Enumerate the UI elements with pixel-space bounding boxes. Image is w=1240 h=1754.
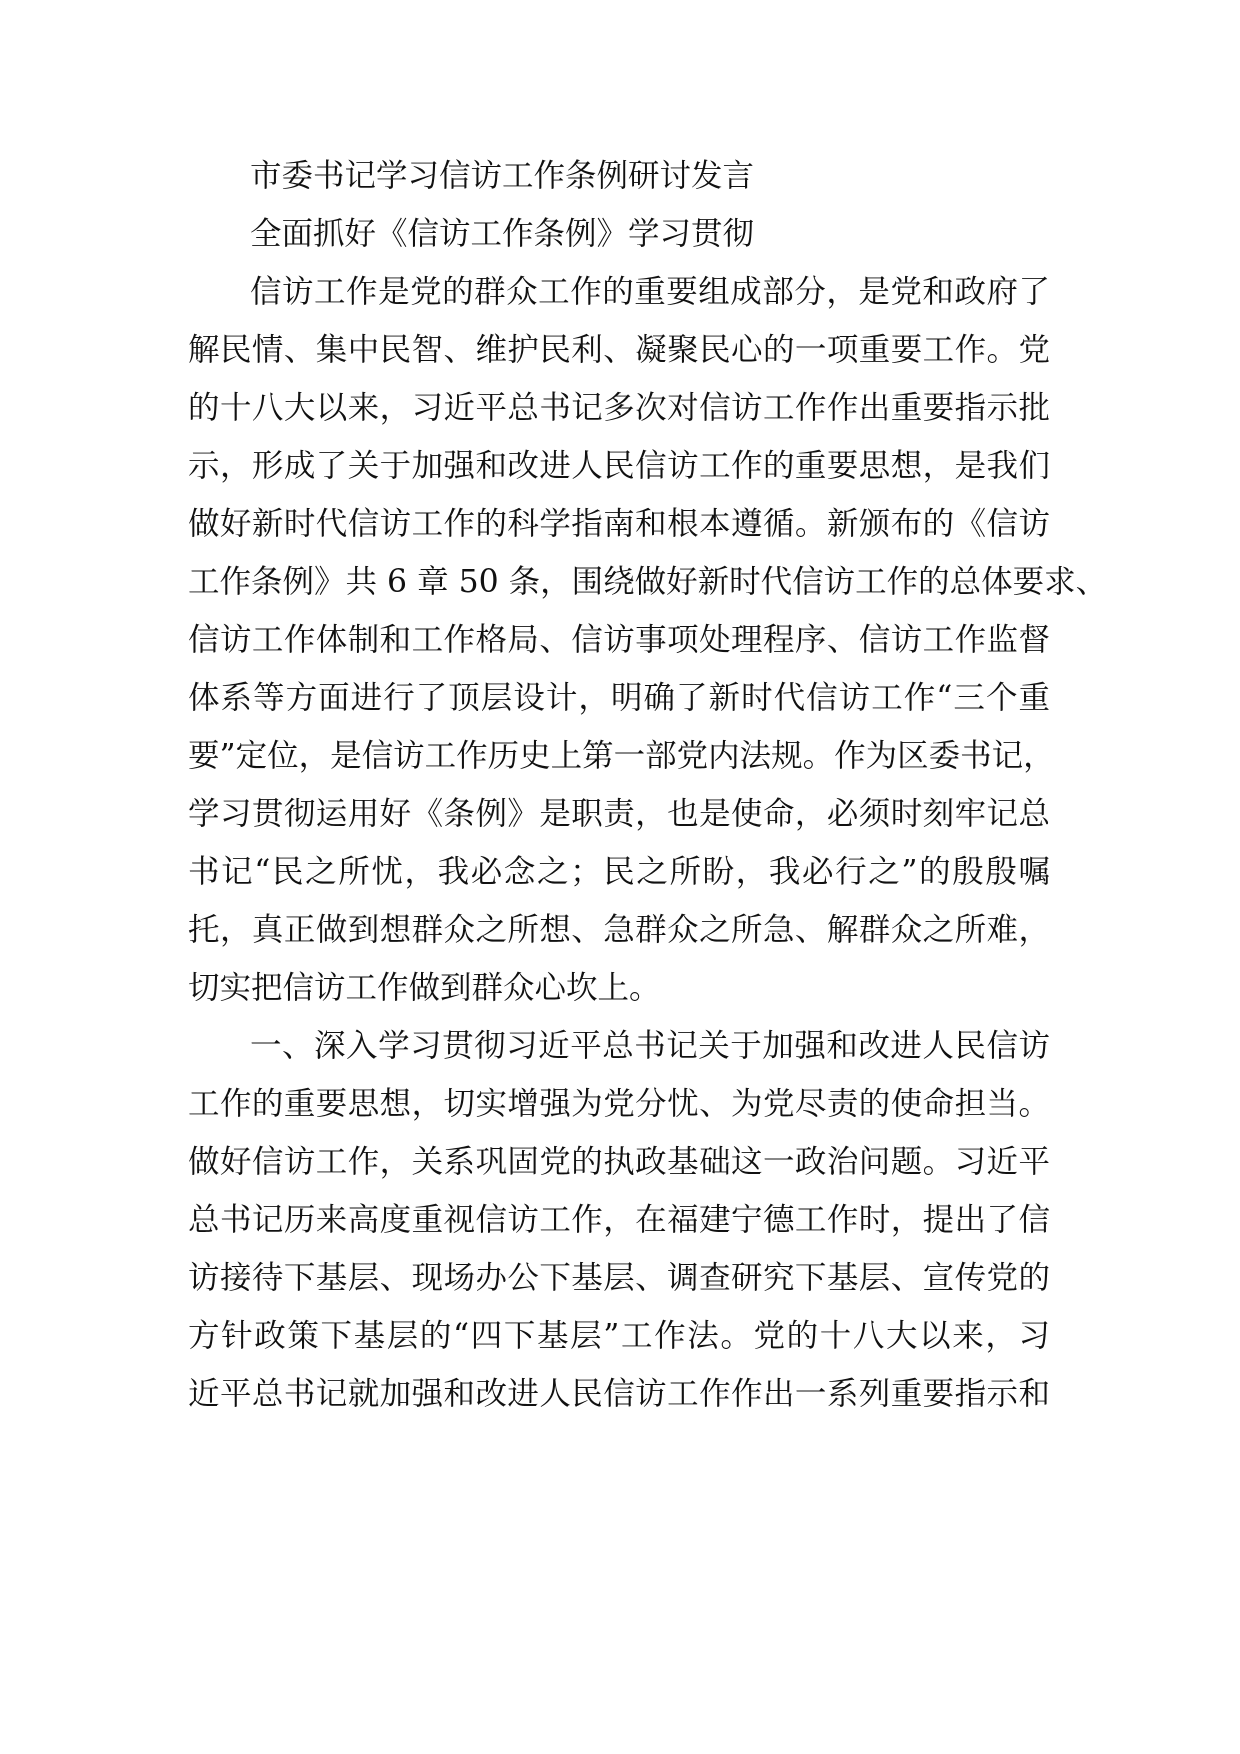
paragraph-1-line-3: 的十八大以来，习近平总书记多次对信访工作作出重要指示批 — [188, 390, 1050, 426]
paragraph-1-line-1: 信访工作是党的群众工作的重要组成部分，是党和政府了 — [250, 274, 1050, 310]
paragraph-2-line-4: 总书记历来高度重视信访工作，在福建宁德工作时，提出了信 — [188, 1202, 1050, 1238]
paragraph-1-line-2: 解民情、集中民智、维护民利、凝聚民心的一项重要工作。党 — [188, 332, 1050, 368]
paragraph-2-line-5: 访接待下基层、现场办公下基层、调查研究下基层、宣传党的 — [188, 1260, 1050, 1296]
paragraph-2-line-6: 方针政策下基层的“四下基层”工作法。党的十八大以来，习 — [188, 1318, 1050, 1354]
paragraph-1-line-6: 工作条例》共 6 章 50 条，围绕做好新时代信访工作的总体要求、 — [188, 564, 1108, 600]
paragraph-2-line-1: 一、深入学习贯彻习近平总书记关于加强和改进人民信访 — [250, 1028, 1050, 1064]
paragraph-1-line-11: 书记“民之所忧，我必念之；民之所盼，我必行之”的殷殷嘱 — [188, 854, 1050, 890]
paragraph-1-line-4: 示，形成了关于加强和改进人民信访工作的重要思想，是我们 — [188, 448, 1050, 484]
document-subtitle: 全面抓好《信访工作条例》学习贯彻 — [250, 216, 755, 252]
paragraph-1-line-9: 要”定位，是信访工作历史上第一部党内法规。作为区委书记， — [188, 738, 1055, 774]
paragraph-1-line-10: 学习贯彻运用好《条例》是职责，也是使命，必须时刻牢记总 — [188, 796, 1050, 832]
paragraph-1-line-5: 做好新时代信访工作的科学指南和根本遵循。新颁布的《信访 — [188, 506, 1050, 542]
paragraph-1-line-13: 切实把信访工作做到群众心坎上。 — [188, 970, 661, 1006]
paragraph-2-line-2: 工作的重要思想，切实增强为党分忧、为党尽责的使命担当。 — [188, 1086, 1050, 1122]
document-title: 市委书记学习信访工作条例研讨发言 — [250, 158, 755, 194]
paragraph-2-line-7: 近平总书记就加强和改进人民信访工作作出一系列重要指示和 — [188, 1376, 1050, 1412]
paragraph-1-line-8: 体系等方面进行了顶层设计，明确了新时代信访工作“三个重 — [188, 680, 1050, 716]
paragraph-2-line-3: 做好信访工作，关系巩固党的执政基础这一政治问题。习近平 — [188, 1144, 1050, 1180]
paragraph-1-line-12: 托，真正做到想群众之所想、急群众之所急、解群众之所难， — [188, 912, 1050, 948]
paragraph-1-line-7: 信访工作体制和工作格局、信访事项处理程序、信访工作监督 — [188, 622, 1050, 658]
